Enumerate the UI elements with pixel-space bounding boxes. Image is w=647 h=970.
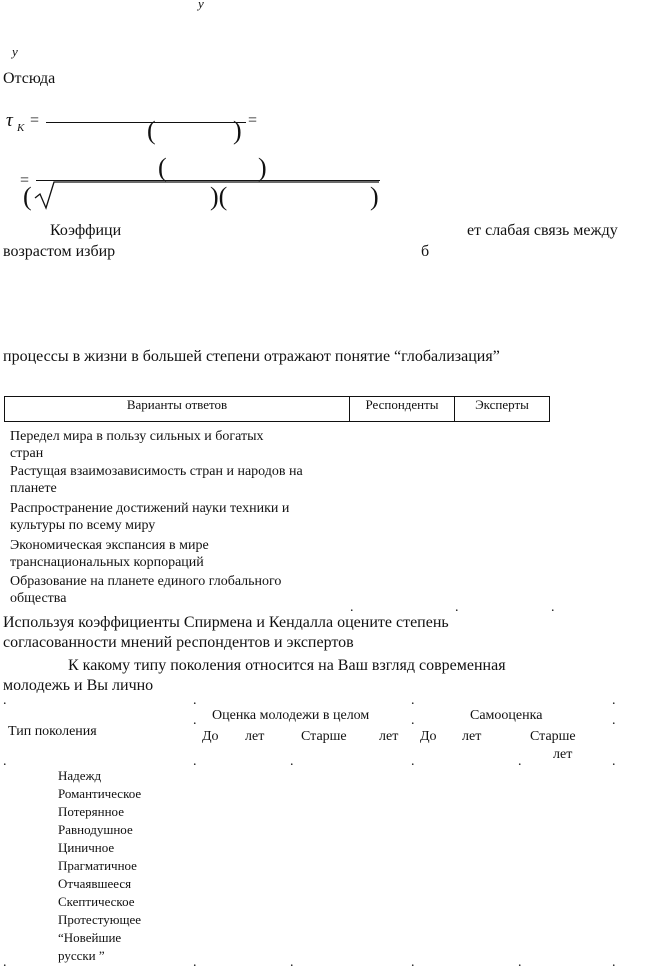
column-header-variants: Варианты ответов (5, 397, 350, 422)
equals-sign: = (248, 112, 258, 129)
answer-row: Распространение достижений науки техники и культуры по всему миру (10, 501, 290, 533)
column-header-respondents: Респонденты (350, 397, 455, 422)
answer-row: Образование на планете единого глобального общества (10, 574, 282, 606)
paragraph-fragment: ет слабая связь между (467, 222, 618, 239)
answer-row: Передел мира в пользу сильных и богатых стран (10, 429, 264, 461)
left-paren: ( (158, 153, 167, 182)
task-text: согласованности мнений респондентов и экспертов (3, 634, 354, 651)
answer-row: Растущая взаимозависимость стран и народов на планете (10, 464, 303, 496)
generation-type-item: Отчаявшееся (58, 876, 132, 891)
paragraph-fragment: возрастом избир (3, 243, 116, 260)
answers-table (4, 396, 550, 422)
table-dot: . (350, 600, 354, 615)
right-paren: ) (370, 182, 379, 211)
generation-type-item: Надежд (58, 768, 102, 783)
generation-question: молодежь и Вы лично (3, 677, 154, 694)
right-paren: ) (233, 116, 242, 145)
paragraph-fragment: б (421, 243, 430, 260)
generation-type-item: Потерянное (58, 804, 124, 819)
table-dot: . (551, 600, 555, 615)
square-root-sign (34, 180, 384, 210)
subheader-do: До (420, 729, 437, 744)
table-dot: . (455, 600, 459, 615)
column-header-experts: Эксперты (455, 397, 550, 422)
subheader-let: лет (462, 729, 482, 744)
subheader-do: До (202, 729, 219, 744)
subheader-let: лет (379, 729, 399, 744)
tau-symbol: τ (6, 110, 13, 131)
fraction-bar (46, 122, 246, 123)
generation-type-item: Равнодушное (58, 822, 133, 837)
subheader-let: лет (553, 747, 573, 762)
generation-question: К какому типу поколения относится на Ваш взгляд современная (68, 657, 506, 674)
left-paren: ( (23, 182, 32, 211)
globalization-intro: процессы в жизни в большей степени отражают понятие “глобализация” (3, 348, 500, 365)
task-text: Используя коэффициенты Спирмена и Кендалла оцените степень (3, 614, 449, 631)
generation-type-item: Скептическое (58, 894, 135, 909)
variable-y-mark: y (12, 44, 18, 59)
right-paren: )( (210, 182, 228, 211)
generation-type-item: “Новейшие (58, 930, 122, 945)
generation-type-item: Циничное (58, 840, 115, 855)
equals-sign: = (20, 172, 30, 189)
subheader-older: Старше (530, 729, 576, 744)
subheader-older: Старше (301, 729, 347, 744)
group-header-youth: Оценка молодежи в целом (212, 708, 370, 723)
generation-type-item: Прагматичное (58, 858, 137, 873)
otsyuda-label: Отсюда (3, 70, 56, 87)
generation-type-item: русски ” (58, 948, 105, 963)
answer-row: Экономическая экспансия в мире транснациональных корпораций (10, 538, 209, 570)
subheader-let: лет (245, 729, 265, 744)
generation-type-item: Протестующее (58, 912, 142, 927)
column-header-type: Тип поколения (8, 724, 97, 739)
generation-type-item: Романтическое (58, 786, 142, 801)
left-paren: ( (147, 116, 156, 145)
paragraph-fragment: Коэффици (50, 222, 122, 239)
group-header-self: Самооценка (470, 708, 543, 723)
variable-y-mark: y (198, 0, 204, 11)
right-paren: ) (258, 153, 267, 182)
tau-subscript: K (17, 122, 25, 134)
equals-sign: = (30, 112, 40, 129)
